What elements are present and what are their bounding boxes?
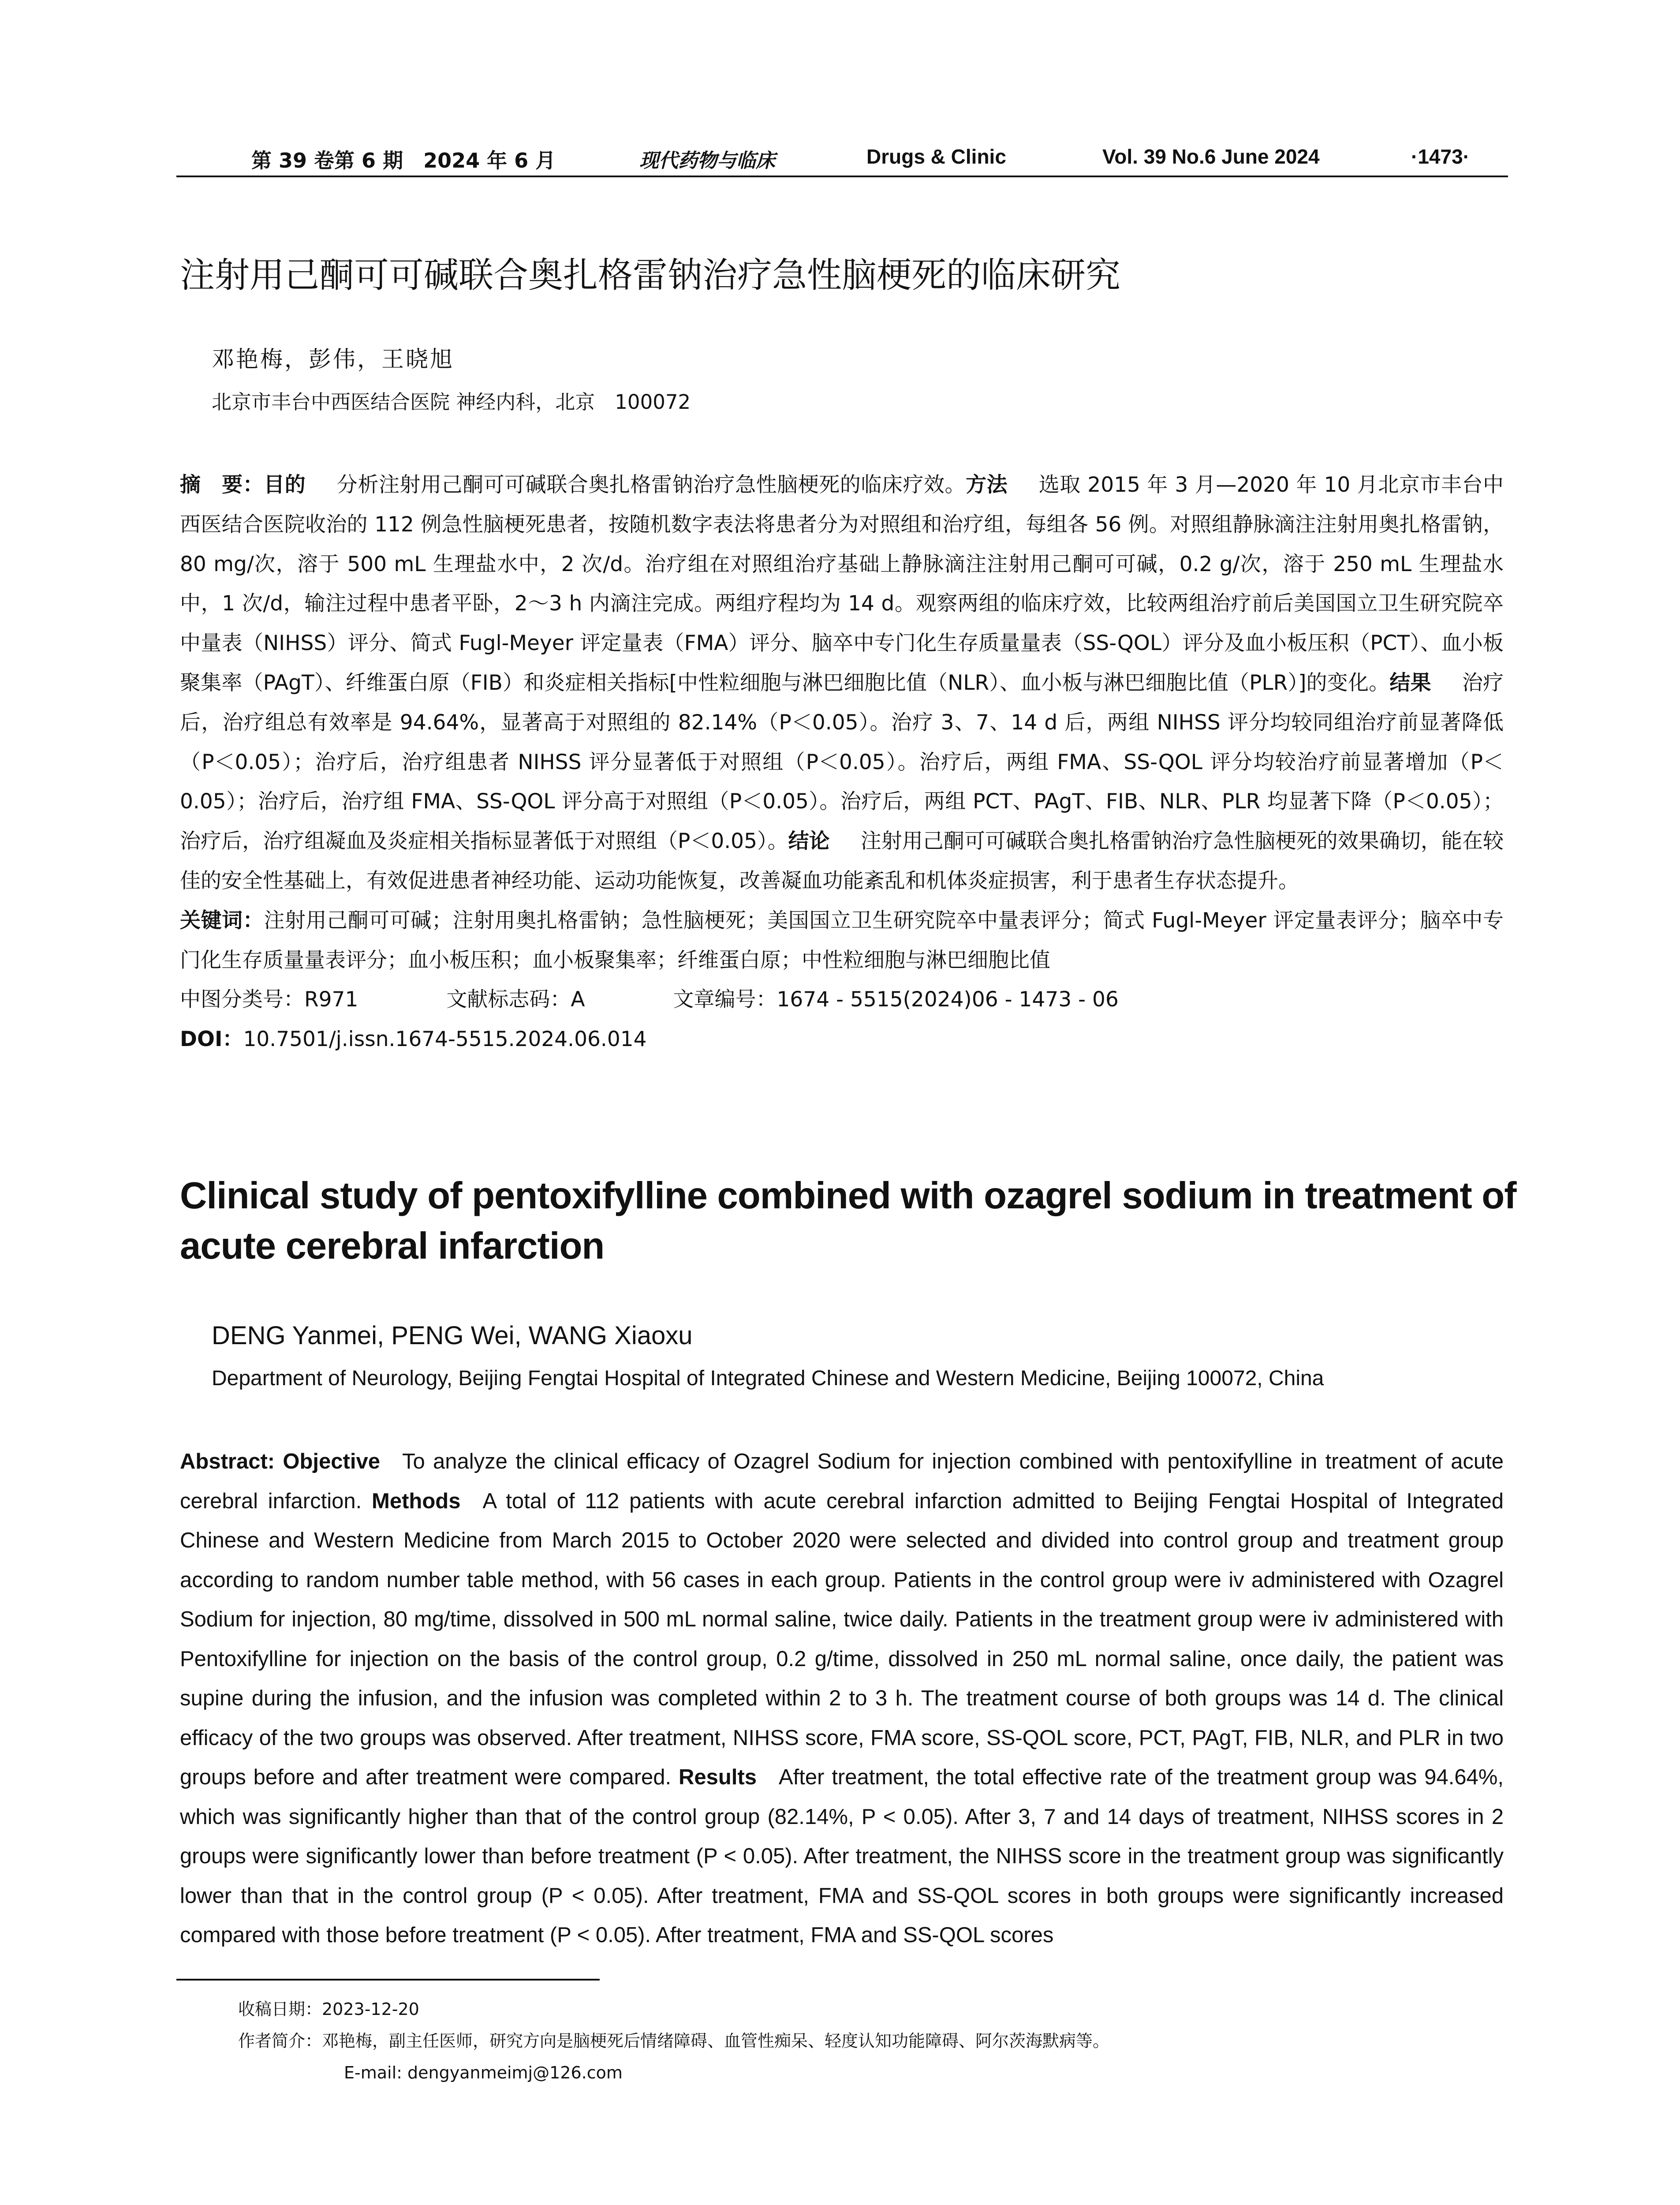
affiliation-cn: 北京市丰台中西医结合医院 神经内科，北京 100072 (212, 390, 691, 414)
abstract-en-results: After treatment, the total effective rate of the treatment group was 94.64%, which was significantly higher than that of the control group (82.14%, P < 0.05). After 3, 7 and 14 days of treatment, NIHSS scores in 2 groups were significantly lower than before treatment (P < 0.05). After treatment, the NIHSS score in the treatment group was significantly lower than that in the control group (P < 0.05). After treatment, FMA and SS-QOL scores in both groups were significantly increased compared with those before treatment (P < 0.05). After treatment, FMA and SS-QOL scores (180, 1765, 1504, 1947)
header-journal-en: Drugs & Clinic (866, 145, 1006, 168)
title-en: Clinical study of pentoxifylline combined with ozagrel sodium in treatment of acute cerebral infarction (180, 1175, 1516, 1267)
abstract-en-label: Abstract: Objective (180, 1450, 380, 1473)
abstract-cn-methods-label: 方法 (966, 473, 1008, 497)
abstract-en-methods: A total of 112 patients with acute cerebral infarction admitted to Beijing Fengtai Hospital of Integrated Chinese and Western Medicine from March 2015 to October 2020 were selected and divided into control group and treatment group according to random number table method, with 56 cases in each group. Patients in the control group were iv administered with Ozagrel Sodium for injection, 80 mg/time, dissolved in 500 mL normal saline, twice daily. Patients in the treatment group were iv administered with Pentoxifylline for injection on the basis of the control group, 0.2 g/time, dissolved in 250 mL normal saline, once daily, the patient was supine during the infusion, and the infusion was completed within 2 to 3 h. The treatment course of both groups was 14 d. The clinical efficacy of the two groups was observed. After treatment, NIHSS score, FMA score, SS-QOL score, PCT, PAgT, FIB, NLR, and PLR in two groups before and after treatment were compared. (180, 1489, 1504, 1789)
keywords-cn-text: 注射用己酮可可碱；注射用奥扎格雷钠；急性脑梗死；美国国立卫生研究院卒中量表评分；简式 Fugl-Meyer 评定量表评分；脑卒中专门化生存质量量表评分；血小板压积；血小板聚集率；纤维蛋白原；中性粒细胞与淋巴细胞比值 (180, 908, 1504, 972)
keywords-cn (180, 901, 1504, 980)
abstract-en (180, 1442, 1504, 1955)
abstract-cn-label: 摘 要： (180, 473, 264, 497)
header-page-number: ·1473· (1411, 145, 1470, 168)
header-journal-cn: 现代药物与临床 (639, 149, 775, 172)
classification-line (180, 980, 1504, 1020)
abstract-en-results-label: Results (678, 1765, 757, 1789)
abstract-cn-methods: 选取 2015 年 3 月—2020 年 10 月北京市丰台中西医结合医院收治的 112 例急性脑梗死患者，按随机数字表法将患者分为对照组和治疗组，每组各 56 例。对照组静脉滴注注射用奥扎格雷钠，80 mg/次，溶于 500 mL 生理盐水中，2 次/d。治疗组在对照组治疗基础上静脉滴注注射用己酮可可碱，0.2 g/次，溶于 250 mL 生理盐水中，1 次/d，输注过程中患者平卧，2～3 h 内滴注完成。两组疗程均为 14 d。观察两组的临床疗效，比较两组治疗前后美国国立卫生研究院卒中量表（NIHSS）评分、简式 Fugl-Meyer 评定量表（FMA）评分、脑卒中专门化生存质量量表（SS-QOL）评分及血小板压积（PCT）、血小板聚集率（PAgT）、纤维蛋白原（FIB）和炎症相关指标[中性粒细胞与淋巴细胞比值（NLR）、血小板与淋巴细胞比值（PLR）]的变化。 (180, 473, 1504, 695)
keywords-cn-label: 关键词： (180, 908, 264, 933)
header-issue-cn: 第 39 卷第 6 期 2024 年 6 月 (251, 149, 556, 172)
abstract-cn-conclusion: 注射用己酮可可碱联合奥扎格雷钠治疗急性脑梗死的效果确切，能在较佳的安全性基础上，有效促进患者神经功能、运动功能恢复，改善凝血功能紊乱和机体炎症损害，利于患者生存状态提升。 (180, 829, 1504, 893)
footnote (238, 1993, 1109, 2089)
header-issue-en: Vol. 39 No.6 June 2024 (1102, 145, 1320, 168)
abstract-cn-objective: 分析注射用己酮可可碱联合奥扎格雷钠治疗急性脑梗死的临床疗效。 (336, 473, 966, 497)
footnote-received: 收稿日期：2023-12-20 (238, 1999, 419, 2019)
doi-label: DOI： (180, 1027, 243, 1052)
article-number: 文章编号：1674 - 5515(2024)06 - 1473 - 06 (673, 987, 1119, 1012)
doi-value: 10.7501/j.issn.1674-5515.2024.06.014 (243, 1027, 647, 1052)
title-cn: 注射用己酮可可碱联合奥扎格雷钠治疗急性脑梗死的临床研究 (180, 255, 1120, 295)
abstract-en-objective: To analyze the clinical efficacy of Ozagrel Sodium for injection combined with pentoxifylline in treatment of acute cerebral infarction. (180, 1450, 1504, 1513)
abstract-cn (180, 465, 1504, 1059)
abstract-en-body (180, 1442, 1504, 1955)
abstract-en-methods-label: Methods (372, 1489, 461, 1513)
footnote-rule (176, 1979, 600, 1981)
abstract-cn-body (180, 465, 1504, 901)
abstract-cn-objective-label: 目的 (264, 473, 306, 497)
abstract-cn-conclusion-label: 结论 (788, 829, 830, 854)
doi-line (180, 1020, 1504, 1059)
authors-en: DENG Yanmei, PENG Wei, WANG Xiaoxu (212, 1321, 693, 1350)
running-header (176, 140, 1508, 177)
clc-code: 中图分类号：R971 (180, 987, 358, 1012)
affiliation-en: Department of Neurology, Beijing Fengtai Hospital of Integrated Chinese and Western Medicine, Beijing 100072, China (212, 1367, 1324, 1390)
abstract-cn-results: 治疗后，治疗组总有效率是 94.64%，显著高于对照组的 82.14%（P＜0.05）。治疗 3、7、14 d 后，两组 NIHSS 评分均较同组治疗前显著降低（P＜0.05）；治疗后，治疗组患者 NIHSS 评分显著低于对照组（P＜0.05）。治疗后，两组 FMA、SS-QOL 评分均较治疗前显著增加（P＜0.05）；治疗后，治疗组 FMA、SS-QOL 评分高于对照组（P＜0.05）。治疗后，两组 PCT、PAgT、FIB、NLR、PLR 均显著下降（P＜0.05）；治疗后，治疗组凝血及炎症相关指标显著低于对照组（P＜0.05）。 (180, 670, 1504, 854)
abstract-cn-results-label: 结果 (1389, 670, 1431, 695)
footnote-email: E-mail: dengyanmeimj@126.com (344, 2063, 623, 2082)
footnote-author-bio: 作者简介：邓艳梅，副主任医师，研究方向是脑梗死后情绪障碍、血管性痴呆、轻度认知功能障碍、阿尔茨海默病等。 (238, 2031, 1110, 2051)
authors-cn: 邓艳梅，彭伟，王晓旭 (212, 347, 455, 373)
document-code: 文献标志码：A (446, 987, 585, 1012)
